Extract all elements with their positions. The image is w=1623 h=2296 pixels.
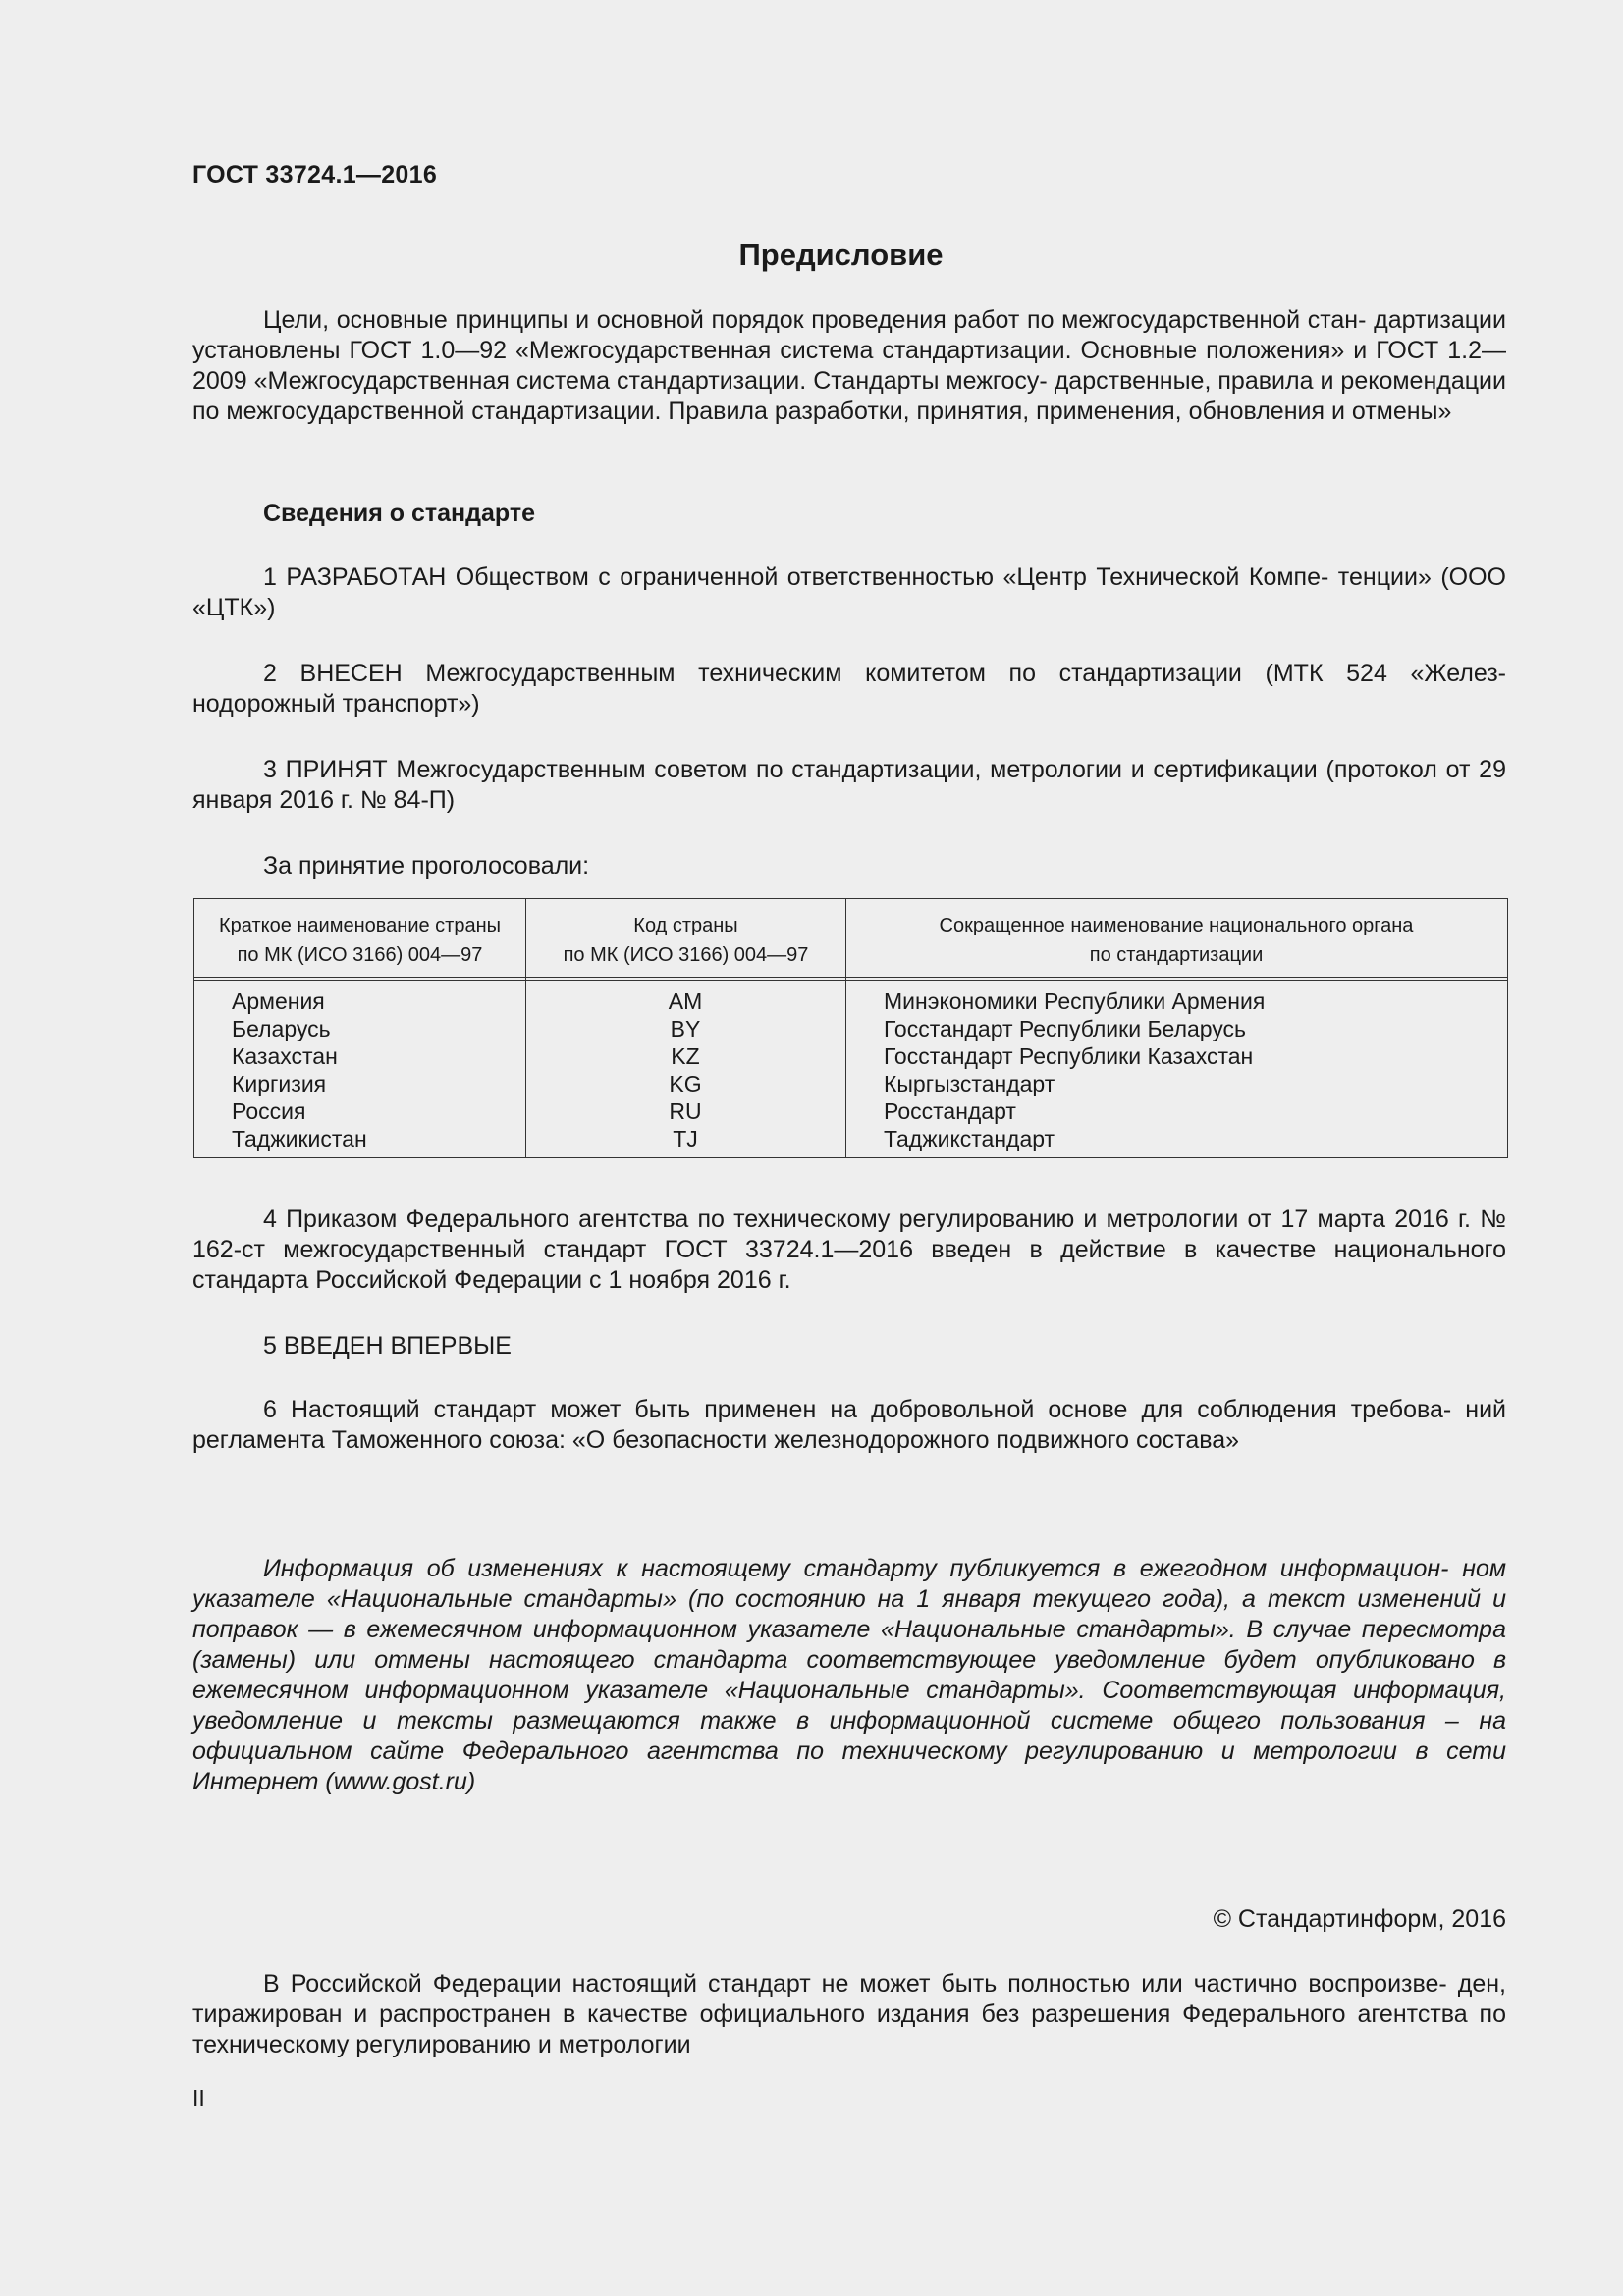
copyright-line: © Стандартинформ, 2016	[1213, 1905, 1506, 1933]
item-voluntary-use: 6 Настоящий стандарт может быть применен на добровольной основе для соблюдения требова- ний регламента Таможенного союза: «О безопасности железнодорожного подвижного состава»	[192, 1396, 1506, 1454]
item-enacted: 4 Приказом Федерального агентства по техническому регулированию и метрологии от 17 марта 2016 г. № 162-ст межгосударственный стандарт ГОСТ 33724.1—2016 введен в действие в качестве национального стандарта Российской Федерации с 1 ноября 2016 г.	[192, 1205, 1506, 1294]
intro-paragraph: Цели, основные принципы и основной порядок проведения работ по межгосударственной стан- дартизации установлены ГОСТ 1.0—92 «Межгосударственная система стандартизации. Основные положения» и ГОСТ 1.2—2009 «Межгосударственная система стандартизации. Стандарты межгосу- дарственные, правила и рекомендации по межгосударственной стандартизации. Правила разработки, принятия, применения, обновления и отмены»	[192, 306, 1506, 425]
table-row: Беларусь BY Госстандарт Республики Беларусь	[232, 1016, 1247, 1041]
voting-table	[193, 898, 1508, 1158]
header-country: Краткое наименование страны по МК (ИСО 3166) 004—97	[218, 915, 502, 966]
table-row: Армения AM Минэкономики Республики Армения	[232, 988, 1266, 1014]
page-number: II	[192, 2085, 205, 2110]
reproduction-notice: В Российской Федерации настоящий стандарт не может быть полностью или частично воспроизве- ден, тиражирован и распространен в качестве официального издания без разрешения Федерального агентства по техническому регулированию и метрологии	[192, 1970, 1506, 2058]
item-first-introduced: 5 ВВЕДЕН ВПЕРВЫЕ	[263, 1332, 512, 1360]
header-code: Код страны по МК (ИСО 3166) 004—97	[563, 915, 809, 966]
table-body	[194, 988, 1507, 1152]
table-row: Россия RU Росстандарт	[232, 1098, 1016, 1124]
amendments-notice: Информация об изменениях к настоящему стандарту публикуется в ежегодном информацион- ном указателе «Национальные стандарты» (по состоянию на 1 января текущего года), а текст изменений и поправок — в ежемесячном информационном указателе «Национальные стандарты». В случае пересмотра (замены) или отмены настоящего стандарта соответствующее уведомление будет опубликовано в ежемесячном информационном указателе «Национальные стандарты». Соответствующая информация, уведомление и тексты размещаются также в информационной системе общего пользования – на официальном сайте Федерального агентства по техническому регулированию и метрологии в сети Интернет (www.gost.ru)	[192, 1555, 1506, 1795]
info-heading: Сведения о стандарте	[263, 500, 536, 527]
item-developed: 1 РАЗРАБОТАН Обществом с ограниченной ответственностью «Центр Технической Компе- тенции» (ООО «ЦТК»)	[192, 563, 1506, 621]
table-header	[194, 899, 1507, 981]
voted-caption: За принятие проголосовали:	[263, 852, 590, 880]
header-authority: Сокращенное наименование национального органа по стандартизации	[939, 915, 1414, 966]
page-title: Предисловие	[738, 238, 944, 272]
document-code: ГОСТ 33724.1—2016	[192, 161, 438, 188]
item-submitted: 2 ВНЕСЕН Межгосударственным техническим комитетом по стандартизации (МТК 524 «Желез- нодорожный транспорт»)	[192, 660, 1506, 718]
table-row: Таджикистан TJ Таджикстандарт	[232, 1126, 1055, 1151]
item-adopted: 3 ПРИНЯТ Межгосударственным советом по стандартизации, метрологии и сертификации (протокол от 29 января 2016 г. № 84-П)	[192, 756, 1506, 814]
table-row: Казахстан KZ Госстандарт Республики Казахстан	[232, 1043, 1254, 1069]
table-row: Киргизия KG Кыргызстандарт	[232, 1071, 1055, 1096]
